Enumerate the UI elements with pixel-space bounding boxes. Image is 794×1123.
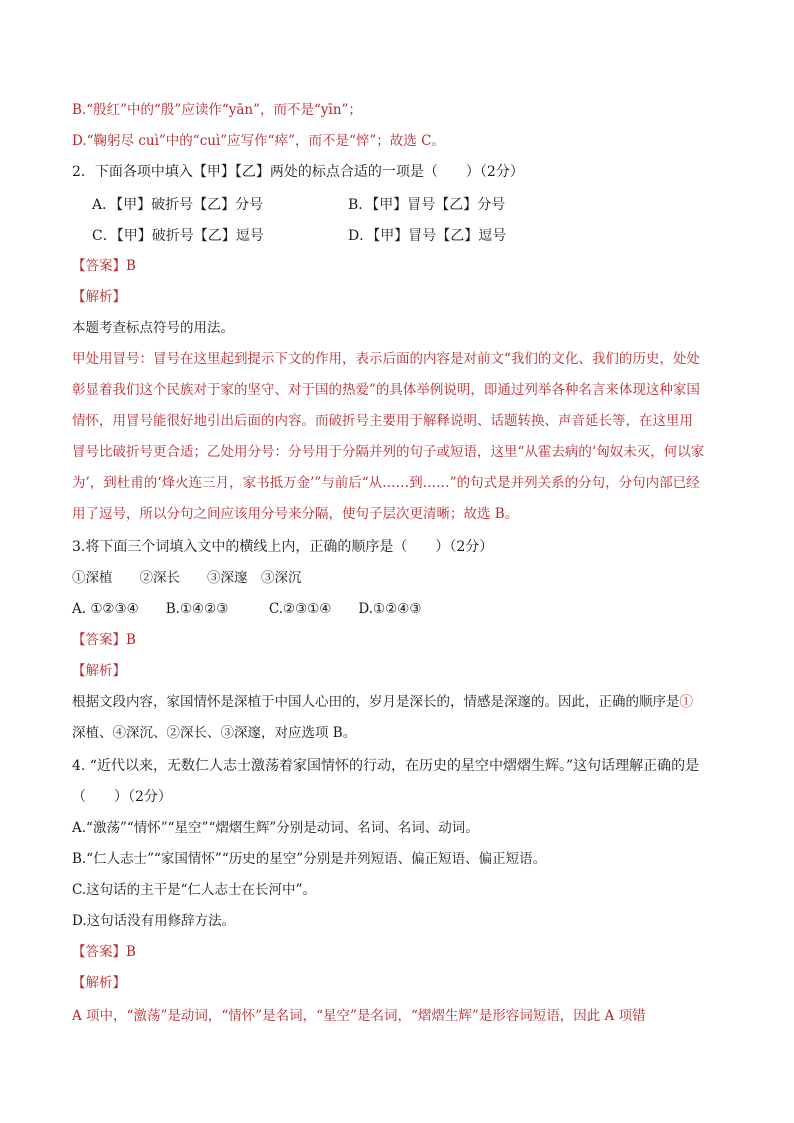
q2-answer-value: B <box>126 258 136 274</box>
q3-words: ①深植 ②深长 ③深邃 ③深沉 <box>72 570 302 586</box>
q3-answer-value: B <box>126 632 136 648</box>
prev-analysis-line-d: D.“鞠躬尽 cuì”中的“cuì”应写作“瘁”，而不是“悴”；故选 C。 <box>72 133 445 149</box>
q2-analysis-line-6: 为’，到杜甫的‘烽火连三月，家书抵万金’”与前后“从……到……”的句式是并列关系的分句，分句内部已经 <box>72 475 700 491</box>
q4-answer <box>72 942 722 962</box>
q4-answer-value: B <box>126 944 136 960</box>
q3-analysis-line-1-red: ① <box>679 694 693 710</box>
q3-answer <box>72 630 722 650</box>
q4-option-d: D.这句话没有用修辞方法。 <box>72 913 236 929</box>
q3-analysis-line-1-text: 根据文段内容，家国情怀是深植于中国人心田的，岁月是深长的，情感是深邃的。因此，正确的顺序是 <box>72 694 680 710</box>
prev-analysis-line-b: B.“殷红”中的“殷”应读作“yān”，而不是“yīn”； <box>72 102 362 118</box>
q2-analysis-line-5: 冒号比破折号更合适；乙处用分号：分号用于分隔并列的句子或短语，这里“从霍去病的‘匈奴未灭，何以家 <box>72 444 705 460</box>
q2-analysis-line-4: 情怀，用冒号能很好地引出后面的内容。而破折号主要用于解释说明、话题转换、声音延长等，在这里用 <box>72 413 693 429</box>
q4-option-a: A.“激荡”“情怀”“星空”“熠熠生辉”分别是动词、名词、名词、动词。 <box>72 820 479 836</box>
q3-analysis-line-1 <box>72 692 722 712</box>
q3-options: A. ①②③④ B.①④②③ C.②③①④ D.①②④③ <box>72 601 422 617</box>
q2-analysis-line-2: 甲处用冒号：冒号在这里起到提示下文的作用，表示后面的内容是对前文“我们的文化、我们的历史，处处 <box>72 351 700 367</box>
q3-analysis-line-2: 深植、④深沉、②深长、③深邃，对应选项 B。 <box>72 725 357 741</box>
q2-option-a: A．【甲】破折号【乙】分号 <box>92 197 264 213</box>
q4-stem-2: （ ）（2分） <box>72 789 172 805</box>
q2-analysis-line-7: 用了逗号，所以分句之间应该用分号来分隔，使句子层次更清晰；故选 B。 <box>72 506 519 522</box>
q2-stem: 2．下面各项中填入【甲】【乙】两处的标点合适的一项是（ ）（2分） <box>72 164 524 180</box>
q4-analysis-tag: 【解析】 <box>72 975 126 991</box>
q2-option-d: D．【甲】冒号【乙】逗号 <box>348 228 507 244</box>
q2-option-c: C．【甲】破折号【乙】逗号 <box>92 228 264 244</box>
q4-analysis-line-1: A 项中，“激荡”是动词，“情怀”是名词，“星空”是名词，“熠熠生辉”是形容词短语，因此 A 项错 <box>72 1008 646 1024</box>
q2-answer-tag: 【答案】 <box>72 258 126 274</box>
q4-option-c: C.这句话的主干是“仁人志士在长河中”。 <box>72 882 316 898</box>
q4-answer-tag: 【答案】 <box>72 944 126 960</box>
q2-answer <box>72 256 722 276</box>
q3-stem: 3.将下面三个词填入文中的横线上内，正确的顺序是（ ）（2分） <box>72 539 494 555</box>
q4-option-b: B.“仁人志士”“家国情怀”“历史的星空”分别是并列短语、偏正短语、偏正短语。 <box>72 851 547 867</box>
q2-analysis-line-3: 彰显着我们这个民族对于家的坚守、对于国的热爱”的具体举例说明，即通过列举各种名言来体现这种家国 <box>72 382 700 398</box>
q3-analysis-tag: 【解析】 <box>72 663 126 679</box>
q4-stem: 4. “近代以来，无数仁人志士激荡着家国情怀的行动，在历史的星空中熠熠生辉。”这句话理解正确的是 <box>72 758 700 774</box>
q2-analysis-tag: 【解析】 <box>72 289 126 305</box>
q3-answer-tag: 【答案】 <box>72 632 126 648</box>
q2-analysis-line-1: 本题考查标点符号的用法。 <box>72 320 234 336</box>
q2-option-b: B．【甲】冒号【乙】分号 <box>348 197 506 213</box>
